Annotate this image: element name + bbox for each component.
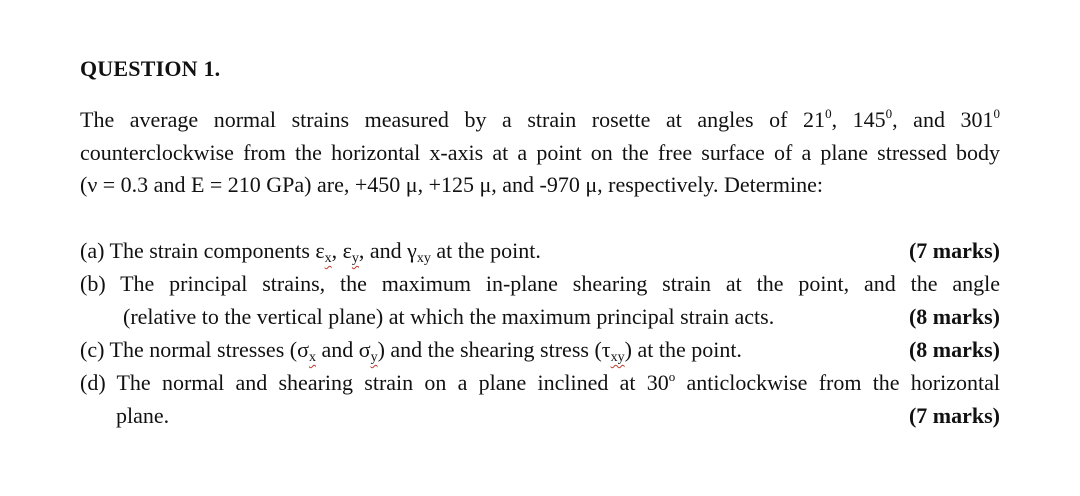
intro-text: The average normal strains measured by a strain rosette at angles of 21 — [80, 107, 826, 132]
question-parts — [80, 234, 1000, 432]
part-a — [80, 234, 1000, 267]
part-b-marks: (8 marks) — [908, 304, 1000, 329]
question-intro — [80, 104, 1000, 202]
part-a-text — [80, 234, 541, 267]
part-text: ) and the shearing stress (τ — [377, 337, 611, 362]
part-b-line-2 — [80, 300, 1000, 333]
subscript: y — [370, 350, 378, 365]
part-text: anticlockwise from the horizontal — [675, 370, 1001, 395]
part-text: ) at the point. — [624, 337, 742, 362]
part-d-line-1 — [80, 366, 1000, 399]
part-a-marks: (7 marks) — [908, 238, 1000, 263]
degree-sup: 0 — [885, 106, 893, 121]
part-d-text: plane. — [116, 403, 170, 428]
subscript: xy — [610, 350, 625, 365]
part-c-text — [80, 333, 742, 366]
part-text: and σ — [315, 337, 371, 362]
intro-line-1 — [80, 104, 1000, 137]
part-text: , and γ — [358, 238, 417, 263]
part-text: , ε — [331, 238, 352, 263]
intro-text: , and 301 — [892, 107, 994, 132]
degree-sup: o — [668, 369, 676, 384]
subscript: y — [351, 251, 359, 266]
intro-line-2: counterclockwise from the horizontal x-axis at a point on the free surface of a plane stressed body — [80, 139, 1000, 165]
part-d-line-2 — [80, 399, 1000, 432]
part-b-text: (relative to the vertical plane) at which the maximum principal strain acts. — [123, 304, 775, 329]
question-title: QUESTION 1. — [80, 56, 221, 81]
degree-sup: 0 — [993, 106, 1001, 121]
intro-line-3: (ν = 0.3 and E = 210 GPa) are, +450 μ, +125 μ, and -970 μ, respectively. Determine: — [80, 172, 823, 197]
degree-sup: 0 — [825, 106, 832, 121]
part-b-line-1: (b) The principal strains, the maximum in-plane shearing strain at the point, and the angle — [80, 271, 1000, 296]
part-c — [80, 333, 1000, 366]
intro-text: , 145 — [831, 107, 886, 132]
subscript: x — [324, 251, 332, 266]
part-c-marks: (8 marks) — [908, 337, 1000, 362]
part-text: (d) The normal and shearing strain on a plane inclined at 30 — [80, 370, 669, 395]
part-text: (c) The normal stresses (σ — [80, 337, 309, 362]
part-text: at the point. — [430, 238, 541, 263]
part-d-marks: (7 marks) — [908, 403, 1000, 428]
subscript: xy — [416, 251, 431, 266]
subscript: x — [308, 350, 316, 365]
part-text: (a) The strain components ε — [80, 238, 325, 263]
